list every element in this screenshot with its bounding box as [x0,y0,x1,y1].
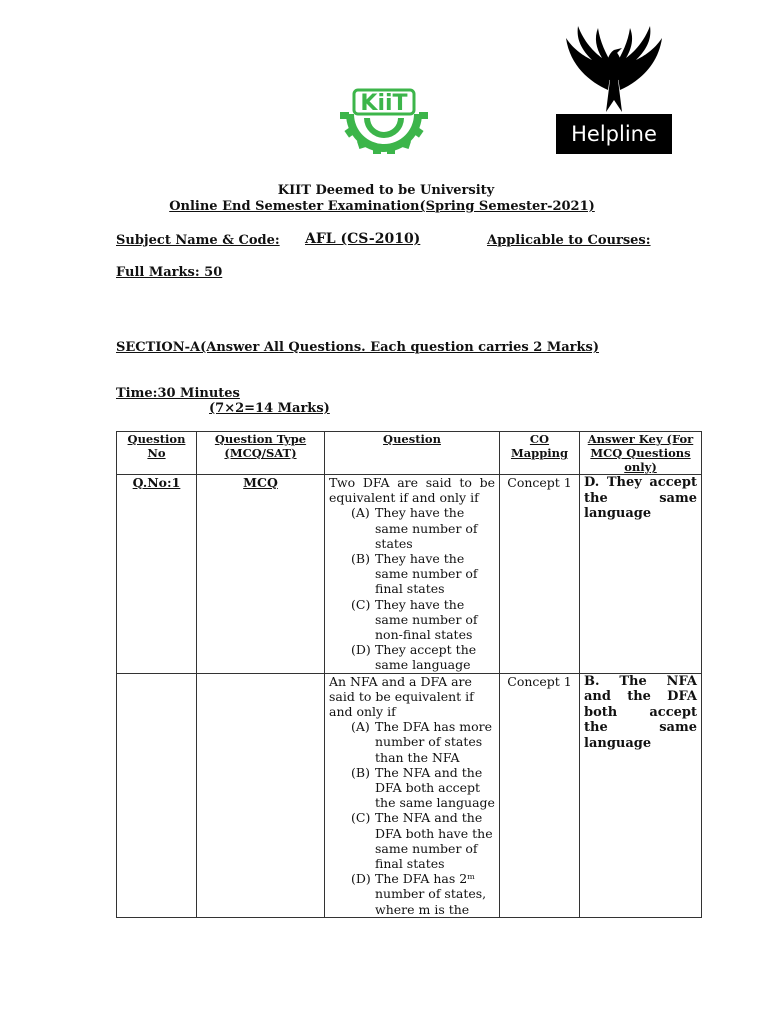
option-marker: (A) [351,505,370,521]
question-number [117,673,197,917]
option-marker: (A) [351,719,370,735]
option-item [351,810,495,871]
helpline-label: Helpline [556,114,672,154]
table-row [117,673,702,917]
option-item [351,765,495,811]
full-marks: Full Marks: 50 [116,265,223,280]
header-question-type: Question Type (MCQ/SAT) [197,432,325,475]
option-marker: (B) [351,551,370,567]
option-text: The DFA has 2ᵐ number of states, where m is the [375,871,487,917]
question-cell [325,475,500,674]
option-item [351,719,495,765]
option-text: They accept the same language [375,642,477,673]
question-number: Q.No:1 [117,475,197,674]
question-cell [325,673,500,917]
option-marker: (C) [351,596,371,612]
option-item [351,551,495,597]
header-answer-key: Answer Key (For MCQ Questions only) [580,432,702,475]
phoenix-icon [556,20,672,116]
option-item [351,642,495,672]
university-name: KIIT Deemed to be University [277,183,495,198]
header-question-no: Question No [117,432,197,475]
option-item [351,505,495,551]
kiit-wordmark: KiiT [360,91,408,116]
option-text: The DFA has more number of states than the NFA [375,719,493,765]
options-list [329,719,495,917]
options-list [329,505,495,672]
option-text: The NFA and the DFA both have the same number of final states [375,810,493,872]
subject-label: Subject Name & Code: [116,233,280,248]
option-text: They have the same number of non-final states [375,596,478,643]
question-stem: An NFA and a DFA are said to be equivalent if and only if [329,673,474,720]
option-marker: (B) [351,764,370,780]
co-mapping: Concept 1 [500,673,580,917]
option-marker: (D) [351,642,371,658]
kiit-logo [334,84,434,156]
section-marks: (7×2=14 Marks) [209,401,330,416]
question-stem: Two DFA are said to be equivalent if and only if [329,475,495,506]
option-text: They have the same number of final states [375,551,478,597]
applicable-courses-label: Applicable to Courses: [487,233,651,248]
option-text: They have the same number of states [375,505,478,551]
subject-value: AFL (CS-2010) [305,231,421,247]
option-marker: (C) [351,810,371,826]
exam-title: Online End Semester Examination(Spring Semester-2021) [169,199,595,214]
table-row [117,475,702,674]
table-header-row [117,432,702,475]
option-item [351,871,495,917]
option-marker: (D) [351,871,371,887]
answer-key: B. The NFA and the DFA both accept the same language [580,673,702,917]
section-title: SECTION-A(Answer All Questions. Each question carries 2 Marks) [116,340,599,355]
question-type [197,673,325,917]
option-text: The NFA and the DFA both accept the same language [375,764,495,811]
co-mapping: Concept 1 [500,475,580,674]
helpline-badge [556,20,672,154]
header-question: Question [325,432,500,475]
question-type: MCQ [197,475,325,674]
time-limit: Time:30 Minutes [116,386,240,401]
answer-key: D. They accept the same language [580,475,702,674]
question-table [116,431,702,918]
option-item [351,597,495,643]
header-co-mapping: CO Mapping [500,432,580,475]
